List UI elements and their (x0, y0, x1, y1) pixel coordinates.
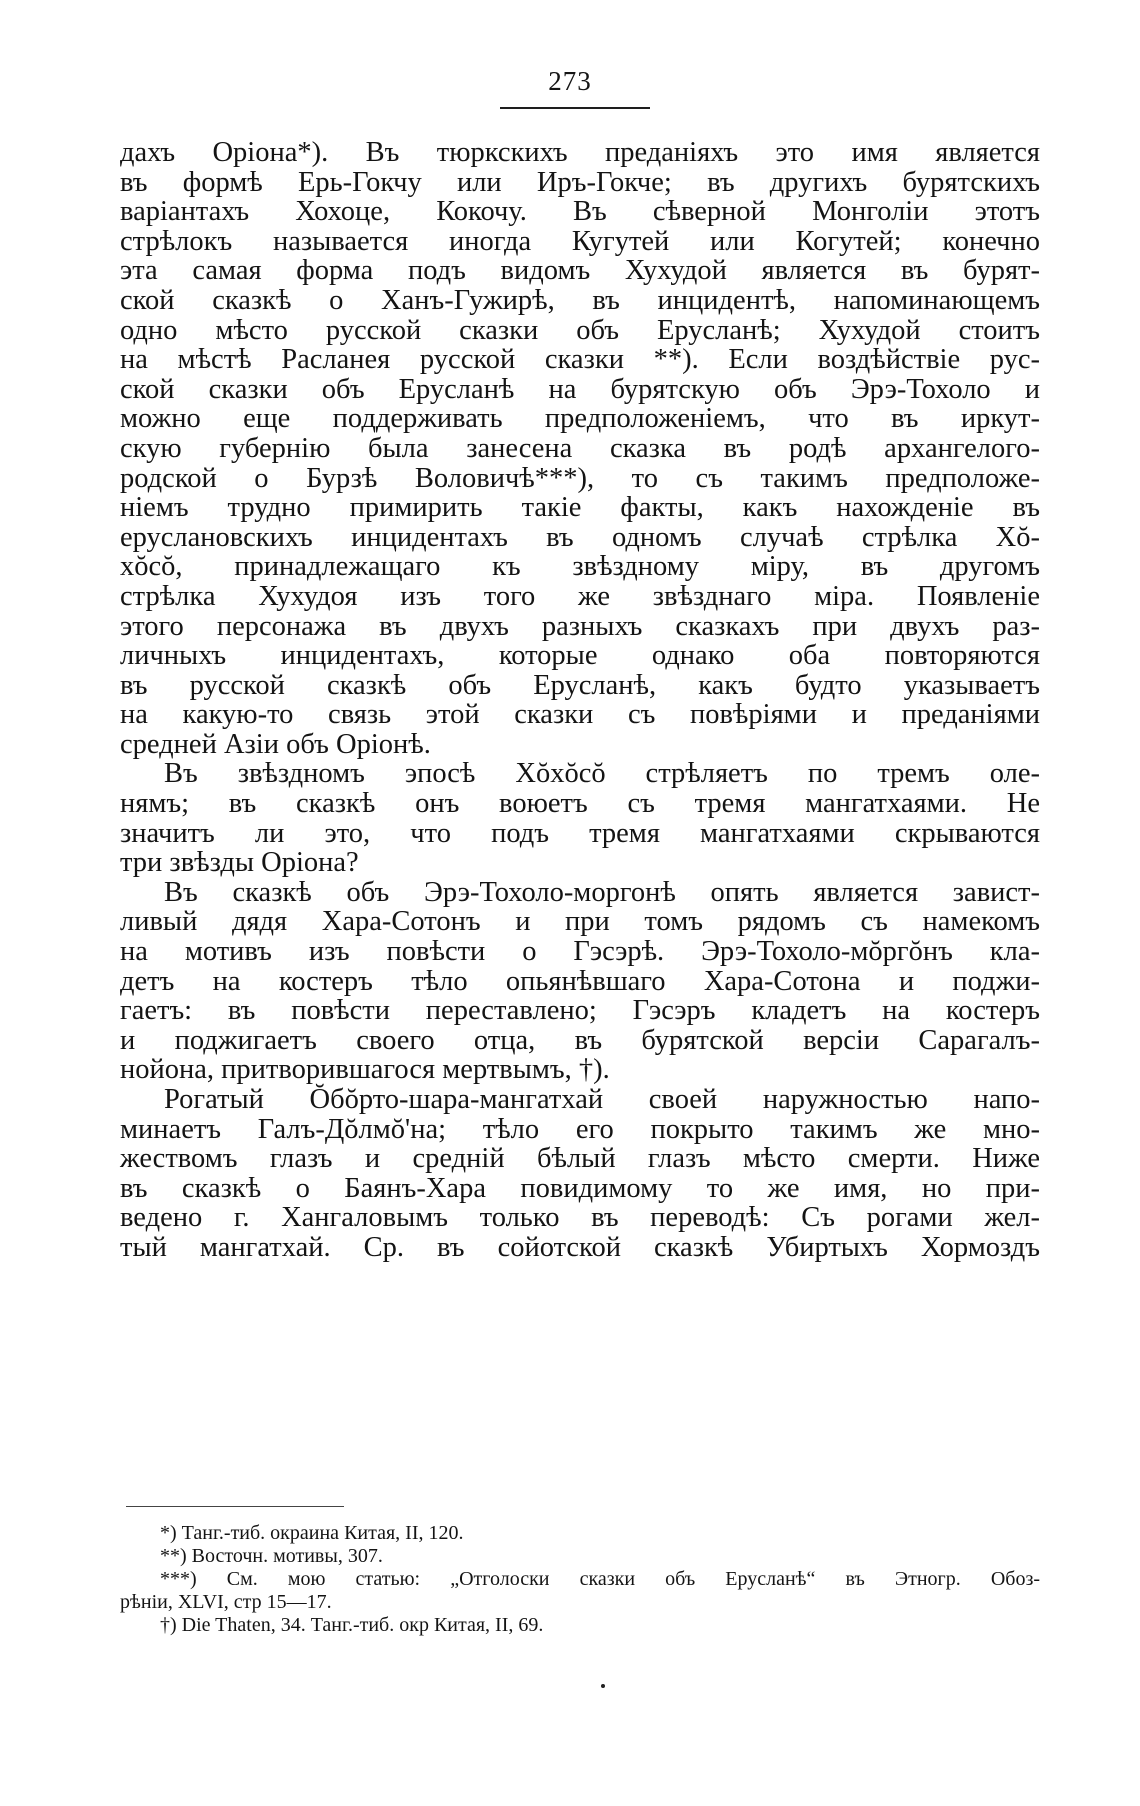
text-line: Въ сказкѣ объ Эрэ-Тохоло-моргонѣ опять является завист- (164, 876, 1040, 908)
text-line: на какую-то связь этой сказки съ повѣріями и преданіями (120, 699, 1040, 731)
text-line: ливый дядя Хара-Сотонъ и при томъ рядомъ съ намекомъ (120, 906, 1040, 938)
text-line: минаетъ Галъ-Дŏлмŏ'на; тѣло его покрыто такимъ же мно- (120, 1113, 1040, 1145)
text-line: этого персонажа въ двухъ разныхъ сказкахъ при двухъ раз- (120, 610, 1040, 642)
text-line: въ сказкѣ о Баянъ-Хара повидимому то же имя, но при- (120, 1172, 1040, 1204)
text-line: хŏсŏ, принадлежащаго къ звѣздному міру, въ другомъ (120, 551, 1040, 583)
text-line: значитъ ли это, что подъ тремя мангатхаями скрываются (120, 817, 1040, 849)
text-line: ской сказки объ Ерусланѣ на бурятскую объ Эрэ-Тохоло и (120, 373, 1040, 405)
text-line: дахъ Оріона*). Въ тюркскихъ преданіяхъ это имя является (120, 137, 1040, 168)
text-line: варіантахъ Хохоце, Кокочу. Въ сѣверной Монголіи этотъ (120, 196, 1040, 228)
text-line: три звѣзды Оріона? (120, 847, 359, 879)
footnote-line: рѣніи, XLVI, стр 15—17. (120, 1591, 332, 1613)
page-number: 273 (548, 66, 592, 96)
text-line: нойона, притворившагося мертвымъ, †). (120, 1054, 610, 1086)
text-line: стрѣлка Хухудоя изъ того же звѣзднаго міра. Появленіе (120, 580, 1040, 612)
footnote-line: †) Die Thaten, 34. Танг.-тиб. окр Китая, II, 69. (160, 1614, 544, 1636)
text-line: въ формѣ Ерь-Гокчу или Иръ-Гокче; въ другихъ бурятскихъ (120, 166, 1040, 198)
text-line: Въ звѣздномъ эпосѣ Хŏхŏсŏ стрѣляетъ по тремъ оле- (164, 758, 1040, 790)
text-line: въ русской сказкѣ объ Ерусланѣ, какъ будто указываетъ (120, 669, 1040, 701)
page-number-underline (500, 107, 650, 109)
text-line: ведено г. Хангаловымъ только въ переводѣ: Съ рогами жел- (120, 1202, 1040, 1234)
text-line: на мѣстѣ Расланея русской сказки **). Если воздѣйствіе рус- (120, 344, 1040, 376)
text-line: еруслановскихъ инцидентахъ въ одномъ случаѣ стрѣлка Хŏ- (120, 521, 1040, 553)
text-line: гаетъ: въ повѣсти переставлено; Гэсэръ кладетъ на костеръ (120, 995, 1040, 1027)
text-line: можно еще поддерживать предположеніемъ, что въ иркут- (120, 403, 1040, 435)
text-line: ніемъ трудно примирить такіе факты, какъ нахожденіе въ (120, 492, 1040, 524)
text-line: и поджигаетъ своего отца, въ бурятской версіи Сарагалъ- (120, 1024, 1040, 1056)
footnote-line: *) Танг.-тиб. окраина Китая, II, 120. (160, 1522, 464, 1544)
text-line: личныхъ инцидентахъ, которые однако оба повторяются (120, 640, 1040, 672)
text-line: жествомъ глазъ и средній бѣлый глазъ мѣсто смерти. Ниже (120, 1143, 1040, 1175)
text-line: детъ на костеръ тѣло опьянѣвшаго Хара-Сотона и поджи- (120, 965, 1040, 997)
text-line: скую губернію была занесена сказка въ родѣ архангелого- (120, 432, 1040, 464)
footnote-line: **) Восточн. мотивы, 307. (160, 1545, 383, 1567)
text-line: на мотивъ изъ повѣсти о Гэсэрѣ. Эрэ-Тохоло-мŏргŏнъ кла- (120, 936, 1040, 968)
footnote-line: ***) См. мою статью: „Отголоски сказки объ Ерусланѣ“ въ Этногр. Обоз- (160, 1568, 1040, 1590)
text-line: средней Азіи объ Оріонѣ. (120, 728, 431, 760)
footnote-separator (126, 1506, 344, 1507)
text-line: ской сказкѣ о Ханъ-Гужирѣ, въ инцидентѣ, напоминающемъ (120, 284, 1040, 316)
text-line: Рогатый Ŏбŏрто-шара-мангатхай своей наружностью напо- (164, 1084, 1040, 1115)
text-line: стрѣлокъ называется иногда Кугутей или Когутей; конечно (120, 225, 1040, 257)
text-line: тый мангатхай. Ср. въ сойотской сказкѣ Убиртыхъ Хормоздъ (120, 1231, 1040, 1263)
text-line: эта самая форма подъ видомъ Хухудой является въ бурят- (120, 255, 1040, 287)
footnotes (120, 1522, 1040, 1637)
main-text (120, 138, 1040, 1263)
text-line: нямъ; въ сказкѣ онъ воюетъ съ тремя мангатхаями. Не (120, 788, 1040, 820)
text-line: родской о Бурзѣ Воловичѣ***), то съ такимъ предположе- (120, 462, 1040, 494)
printer-mark (601, 1684, 605, 1688)
text-line: одно мѣсто русской сказки объ Ерусланѣ; Хухудой стоитъ (120, 314, 1040, 346)
